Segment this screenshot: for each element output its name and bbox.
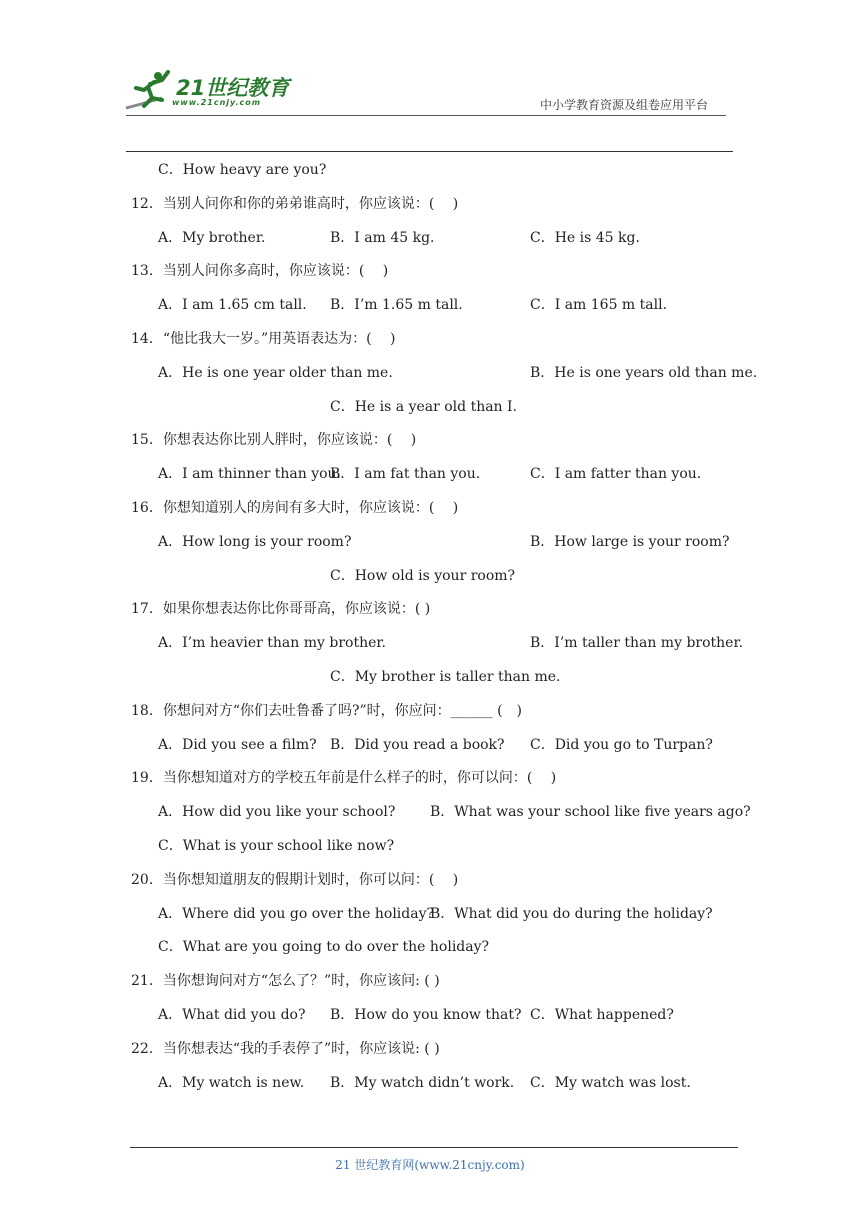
option-a: A．How long is your room? — [158, 534, 352, 550]
footer-link[interactable]: 21 世纪教育网(www.21cnjy.com) — [335, 1158, 525, 1172]
option-c: C．What happened? — [530, 1007, 674, 1023]
footer-divider — [130, 1147, 738, 1148]
option-c: C．He is a year old than I. — [330, 399, 518, 415]
option-b: B．I’m 1.65 m tall. — [330, 297, 463, 313]
option-b: B．I am fat than you. — [330, 466, 481, 482]
content-divider — [126, 151, 733, 152]
option-c: C．I am fatter than you. — [530, 466, 702, 482]
option-a: A．I am thinner than you. — [158, 466, 342, 482]
option-b: B．He is one years old than me. — [530, 365, 758, 381]
question-21: 21．当你想询问对方“怎么了？”时，你应该问: ( ) — [131, 973, 440, 989]
option-b: B．I’m taller than my brother. — [530, 635, 744, 651]
option-c: C．He is 45 kg. — [530, 230, 640, 246]
option-c: C．What is your school like now? — [158, 838, 395, 854]
option-b: B．What did you do during the holiday? — [430, 906, 713, 922]
header-divider — [126, 115, 726, 116]
option-c: C．My brother is taller than me. — [330, 669, 561, 685]
option-b: B．How do you know that? — [330, 1007, 522, 1023]
option-a: A．How did you like your school? — [158, 804, 396, 820]
question-16: 16．你想知道别人的房间有多大时，你应该说：( ) — [131, 500, 459, 516]
logo — [122, 68, 292, 116]
question-20: 20．当你想知道朋友的假期计划时，你可以问：( ) — [131, 872, 459, 888]
page-header — [0, 0, 860, 160]
option-a: A．I’m heavier than my brother. — [158, 635, 386, 651]
option-a: A．What did you do? — [158, 1007, 306, 1023]
logo-text: 21世纪教育 — [176, 76, 290, 100]
option-b: B．I am 45 kg. — [330, 230, 435, 246]
option-c: C．I am 165 m tall. — [530, 297, 668, 313]
question-15: 15．你想表达你比别人胖时，你应该说：( ) — [131, 432, 417, 448]
option-a: A．He is one year older than me. — [158, 365, 393, 381]
option-c: C．How old is your room? — [330, 568, 516, 584]
option-b: B．My watch didn’t work. — [330, 1075, 515, 1091]
option-b: B．What was your school like five years ago? — [430, 804, 751, 820]
question-22: 22．当你想表达“我的手表停了”时，你应该说: ( ) — [131, 1041, 440, 1057]
option-a: A．Where did you go over the holiday? — [158, 906, 434, 922]
question-13: 13．当别人问你多高时，你应该说：( ) — [131, 263, 389, 279]
option-c: C．Did you go to Turpan? — [530, 737, 713, 753]
option-c: C．How heavy are you? — [158, 162, 327, 178]
option-a: A．I am 1.65 cm tall. — [158, 297, 307, 313]
question-18: 18．你想问对方“你们去吐鲁番了吗?”时，你应问：______ ( ) — [131, 703, 523, 719]
option-a: A．My watch is new. — [158, 1075, 305, 1091]
question-17: 17．如果你想表达你比你哥哥高，你应该说：( ) — [131, 601, 431, 617]
option-a: A．Did you see a film? — [158, 737, 317, 753]
option-c: C．What are you going to do over the holiday? — [158, 939, 490, 955]
option-b: B．How large is your room? — [530, 534, 730, 550]
question-12: 12．当别人问你和你的弟弟谁高时，你应该说：( ) — [131, 196, 459, 212]
option-b: B．Did you read a book? — [330, 737, 505, 753]
question-14: 14．“他比我大一岁。”用英语表达为：( ) — [131, 331, 396, 347]
option-a: A．My brother. — [158, 230, 266, 246]
option-c: C．My watch was lost. — [530, 1075, 691, 1091]
runner-logo-icon — [122, 68, 178, 114]
platform-title: 中小学教育资源及组卷应用平台 — [540, 98, 709, 112]
question-19: 19．当你想知道对方的学校五年前是什么样子的时，你可以问：( ) — [131, 770, 557, 786]
logo-url: www.21cnjy.com — [172, 98, 262, 107]
